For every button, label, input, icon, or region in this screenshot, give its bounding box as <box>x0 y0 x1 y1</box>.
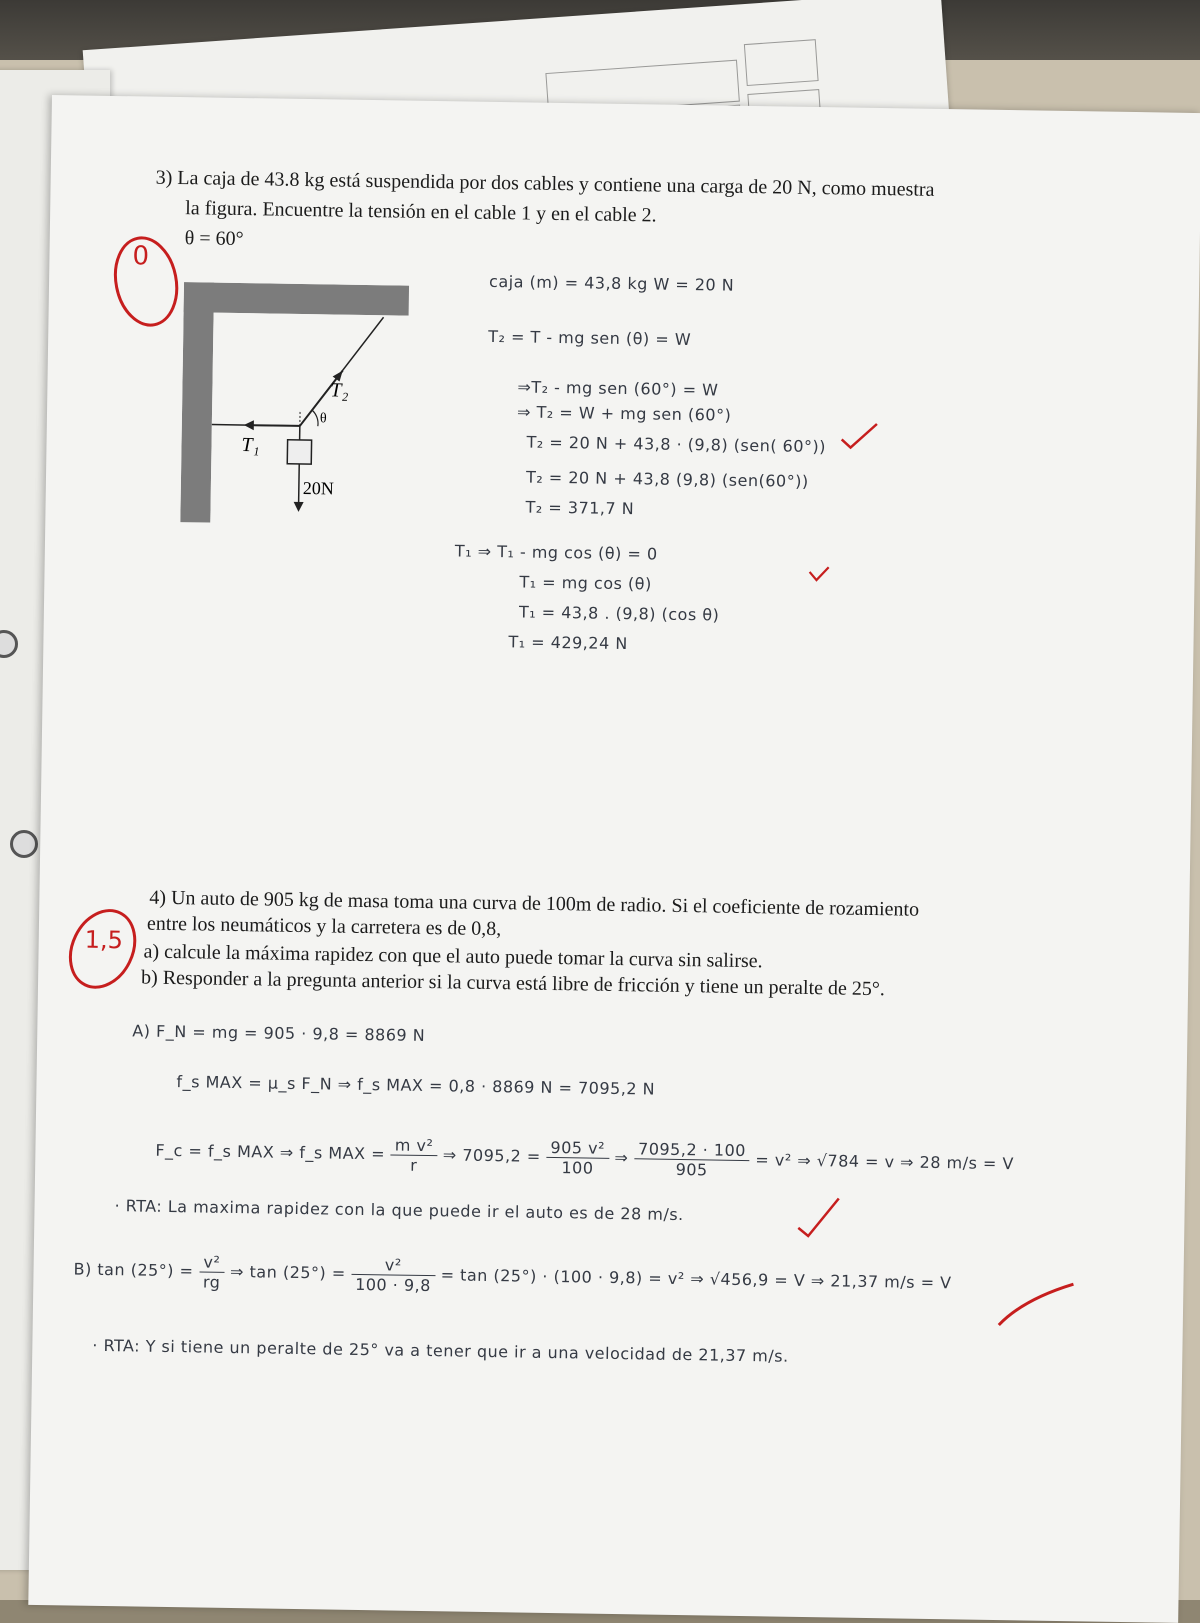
binder-ring <box>10 830 38 858</box>
fraction-denominator: rg <box>199 1272 225 1291</box>
fraction <box>390 1135 437 1175</box>
work-line: T₂ = 20 N + 43,8 (9,8) (sen(60°)) <box>526 467 809 490</box>
work-line: ⇒T₂ - mg sen (60°) = W <box>517 377 718 399</box>
theta-label: θ <box>320 411 327 426</box>
wall-beam <box>180 282 214 522</box>
part-a-equation <box>155 1132 1014 1184</box>
part-b-equation <box>73 1250 952 1303</box>
form-box <box>744 39 819 86</box>
t2-label: T₂ <box>330 379 348 401</box>
part-a-answer: · RTA: La maxima rapidez con la que puede ir el auto es de 28 m/s. <box>114 1196 683 1224</box>
fraction-numerator: m v² <box>391 1135 438 1156</box>
fraction <box>351 1255 435 1295</box>
fraction-denominator: r <box>390 1155 437 1175</box>
equation-part: = tan (25°) · (100 · 9,8) = v² ⇒ √456,9 = V ⇒ 21,37 m/s = V <box>441 1265 952 1292</box>
work-line: T₁ = 429,24 N <box>508 632 628 653</box>
problem3-line2: la figura. Encuentre la tensión en el cable 1 y en el cable 2. <box>185 197 657 227</box>
work-line: T₂ = T - mg sen (θ) = W <box>488 327 691 349</box>
red-check-mark <box>804 562 834 592</box>
problem3-theta: θ = 60° <box>185 227 244 251</box>
work-line: ⇒ T₂ = W + mg sen (60°) <box>517 402 732 424</box>
fraction-denominator: 100 · 9,8 <box>351 1275 435 1295</box>
equation-part: ⇒ 7095,2 = <box>443 1145 547 1166</box>
red-check-mark <box>836 417 887 458</box>
problem3-line1: 3) La caja de 43.8 kg está suspendida por dos cables y contiene una carga de 20 N, como muestra <box>156 167 935 202</box>
equation-part: B) tan (25°) = <box>73 1259 199 1280</box>
load-vector <box>299 464 300 504</box>
work-line: T₁ = 43,8 . (9,8) (cos θ) <box>519 602 720 624</box>
work-line: T₂ = 371,7 N <box>525 497 634 518</box>
work-line: T₂ = 20 N + 43,8 · (9,8) (sen( 60°)) <box>526 432 826 456</box>
fraction <box>634 1139 750 1180</box>
fraction <box>199 1252 225 1291</box>
grade-problem3: 0 <box>132 241 149 271</box>
fraction-numerator: 905 v² <box>546 1138 609 1159</box>
red-check-mark <box>794 1192 845 1243</box>
exam-page <box>28 95 1200 1623</box>
part-b-answer: · RTA: Y si tiene un peralte de 25° va a tener que ir a una velocidad de 21,37 m/s. <box>92 1336 789 1366</box>
equation-part: = v² ⇒ √784 = v ⇒ 28 m/s = V <box>755 1150 1014 1173</box>
grade-problem4: 1,5 <box>85 926 124 955</box>
fraction <box>546 1138 609 1178</box>
equation-part: ⇒ tan (25°) = <box>230 1262 352 1283</box>
fraction-numerator: 7095,2 · 100 <box>634 1139 750 1161</box>
ceiling-beam <box>184 282 409 316</box>
red-check-mark <box>993 1275 1084 1336</box>
fraction-denominator: 100 <box>546 1158 609 1178</box>
equation-part: ⇒ <box>614 1148 634 1167</box>
t1-label: T₁ <box>241 434 259 456</box>
equation-part: F_c = f_s MAX ⇒ f_s MAX = <box>155 1141 391 1164</box>
problem4-line4: b) Responder a la pregunta anterior si la curva está libre de fricción y tiene un peralte de 25°. <box>141 967 885 1002</box>
t1-vector <box>252 425 300 426</box>
part-a-friction: f_s MAX = μ_s F_N ⇒ f_s MAX = 0,8 · 8869 N = 7095,2 N <box>176 1072 655 1099</box>
load-label: 20N <box>303 478 334 498</box>
work-line: caja (m) = 43,8 kg W = 20 N <box>489 272 734 295</box>
work-line: T₁ ⇒ T₁ - mg cos (θ) = 0 <box>455 541 658 563</box>
problem4-line1: 4) Un auto de 905 kg de masa toma una curva de 100m de radio. Si el coeficiente de rozamiento <box>149 887 919 922</box>
cable-figure <box>180 282 424 536</box>
work-line: T₁ = mg cos (θ) <box>519 572 652 593</box>
problem4-line3: a) calcule la máxima rapidez con que el auto puede tomar la curva sin salirse. <box>143 941 762 974</box>
fraction-numerator: v² <box>351 1255 435 1276</box>
problem4-line2: entre los neumáticos y la carretera es de 0,8, <box>147 913 502 942</box>
part-a-normal-force: A) F_N = mg = 905 · 9,8 = 8869 N <box>132 1021 425 1045</box>
fraction-denominator: 905 <box>634 1159 750 1180</box>
box <box>287 440 311 464</box>
fraction-numerator: v² <box>199 1252 225 1272</box>
